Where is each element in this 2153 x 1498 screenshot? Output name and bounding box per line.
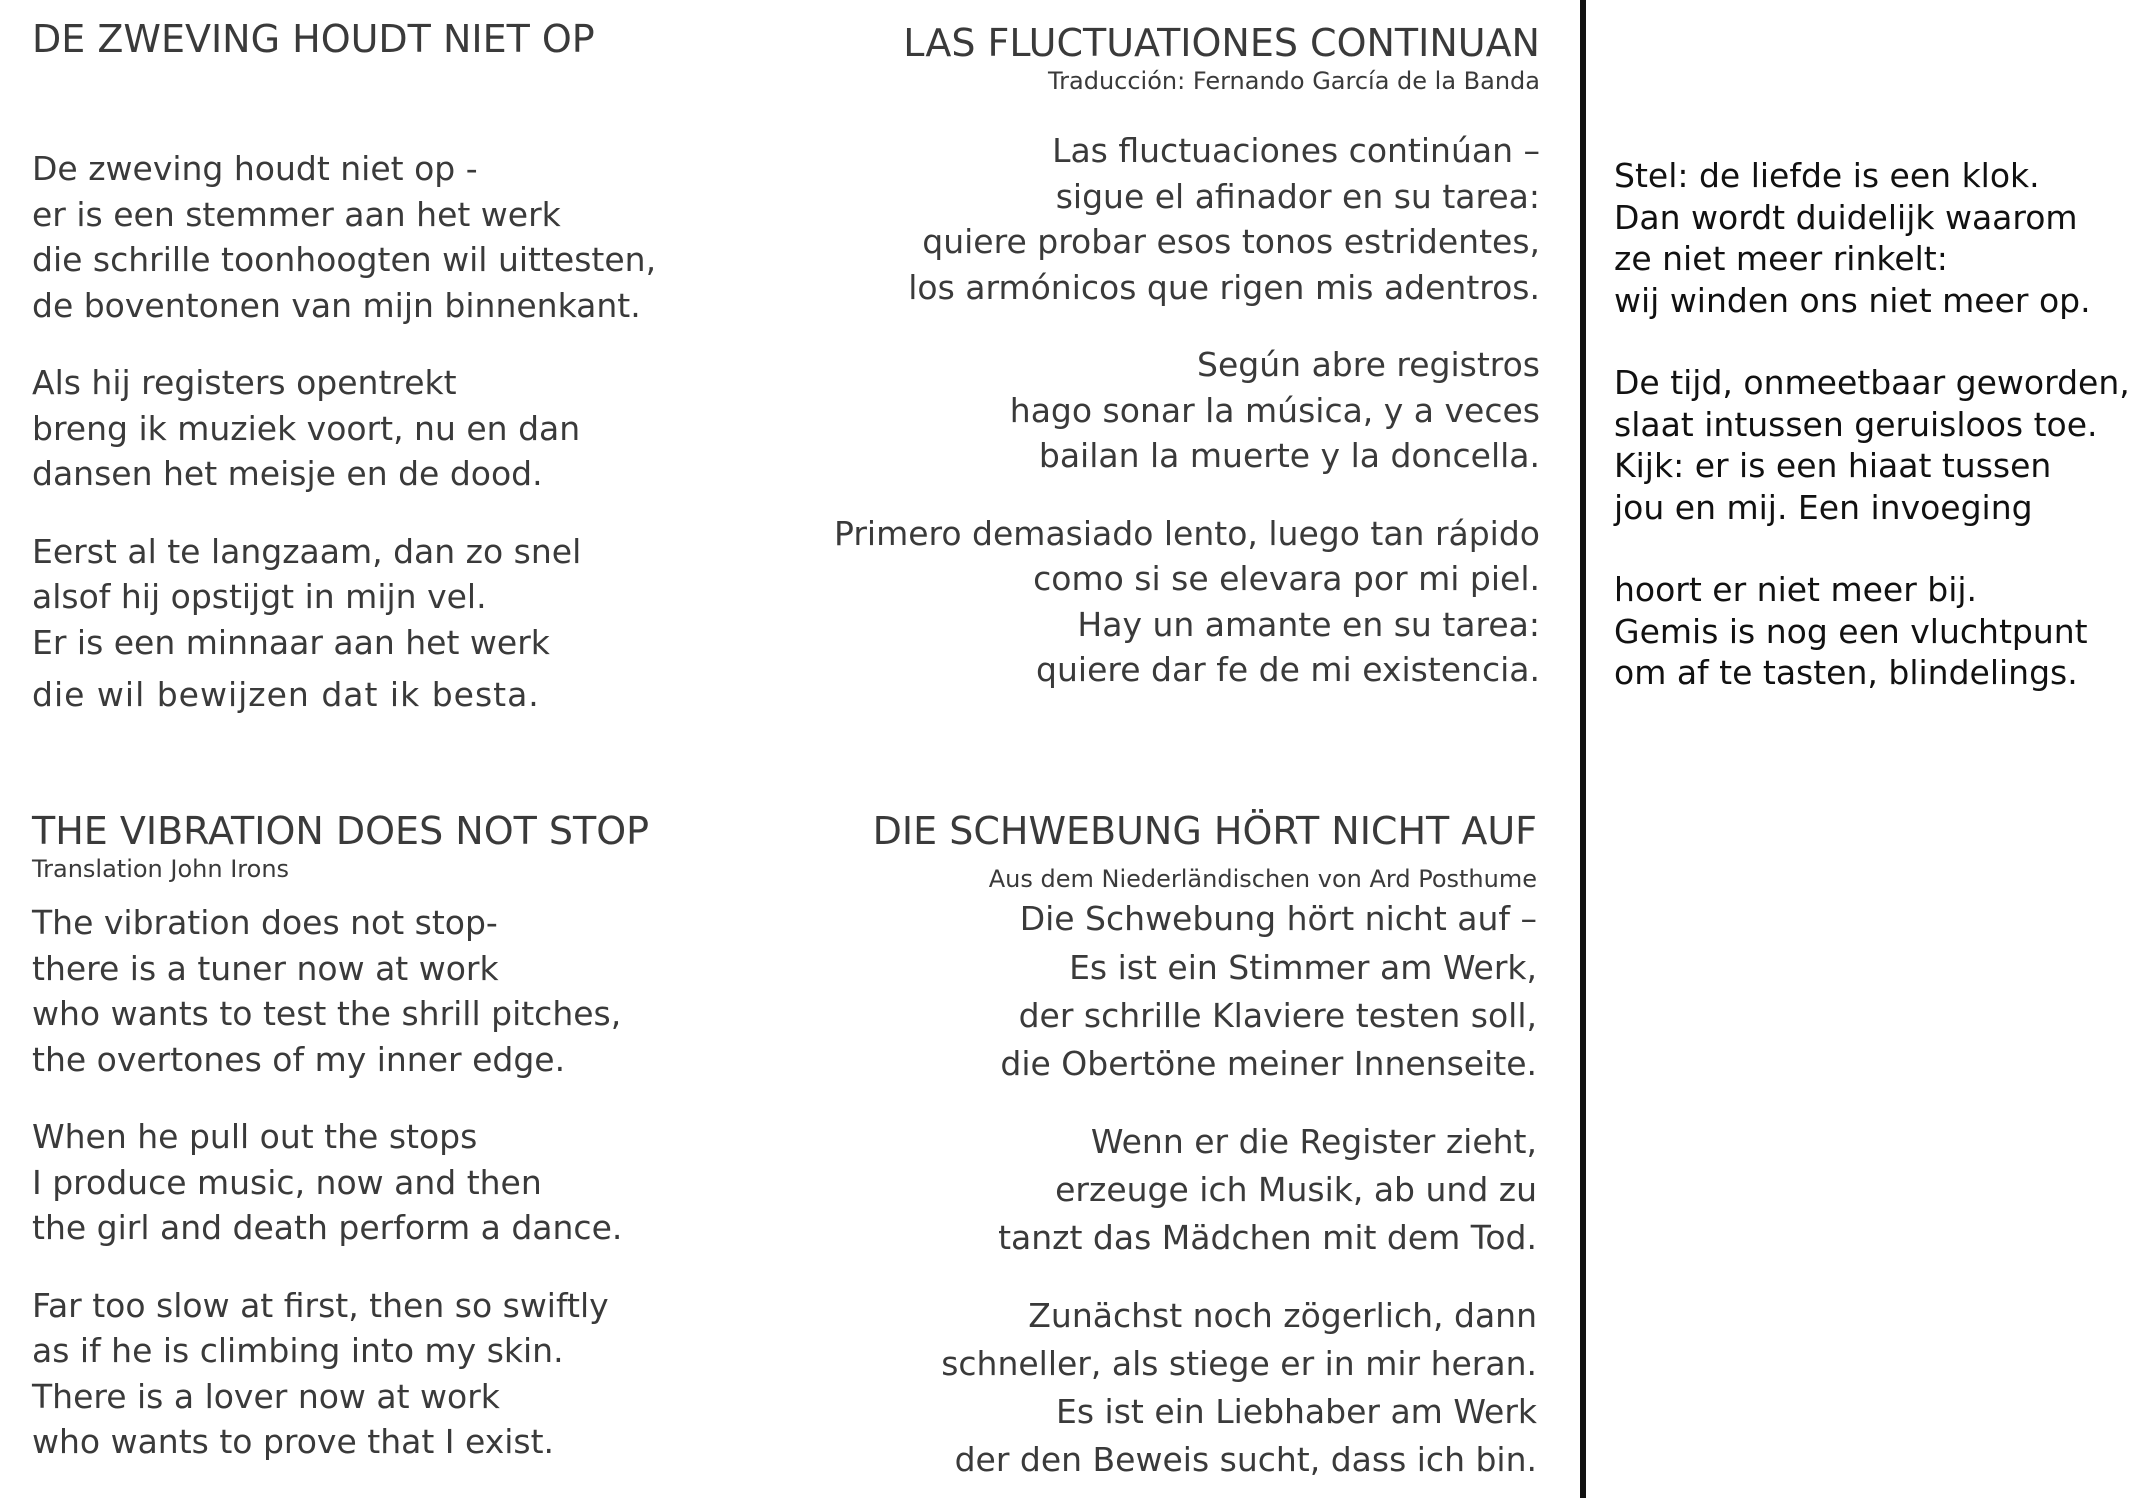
verse-line: Es ist ein Stimmer am Werk, bbox=[1069, 948, 1537, 987]
verse-line: Eerst al te langzaam, dan zo snel bbox=[32, 531, 582, 571]
stanza bbox=[1614, 155, 2130, 321]
verse-line: de boventonen van mijn binnenkant. bbox=[32, 285, 641, 325]
verse-line: Según abre registros bbox=[1197, 345, 1540, 384]
verse-line: er is een stemmer aan het werk bbox=[32, 194, 561, 234]
translator-credit: Translation John Irons bbox=[32, 855, 290, 883]
verse-line: Zunächst noch zögerlich, dann bbox=[1028, 1296, 1537, 1335]
verse-line: los armónicos que rigen mis adentros. bbox=[908, 267, 1540, 307]
poem-dutch bbox=[32, 16, 656, 725]
stanza bbox=[32, 360, 656, 497]
stanza bbox=[1614, 569, 2130, 694]
verse-line: der den Beweis sucht, dass ich bin. bbox=[954, 1440, 1537, 1479]
verse-line: breng ik muziek voort, nu en dan bbox=[32, 408, 581, 448]
verse-line: Wenn er die Register zieht, bbox=[1090, 1122, 1537, 1161]
verse-line: When he pull out the stops bbox=[32, 1117, 478, 1156]
verse-line: wij winden ons niet meer op. bbox=[1614, 280, 2091, 320]
verse-line: Es ist ein Liebhaber am Werk bbox=[1056, 1392, 1537, 1431]
stanza bbox=[834, 342, 1540, 479]
verse-line: Hay un amante en su tarea: bbox=[1077, 604, 1540, 644]
translator-credit: Traducción: Fernando García de la Banda bbox=[1048, 67, 1540, 95]
poem-title-german: DIE SCHWEBUNG HÖRT NICHT AUF bbox=[872, 809, 1537, 853]
verse-line: tanzt das Mädchen mit dem Tod. bbox=[998, 1218, 1537, 1257]
stanza bbox=[873, 894, 1537, 1088]
verse-line: Kijk: er is een hiaat tussen bbox=[1614, 446, 2052, 485]
verse-line: Dan wordt duidelijk waarom bbox=[1614, 197, 2078, 237]
poem-german bbox=[873, 808, 1537, 1484]
verse-line: Far too slow at first, then so swiftly bbox=[32, 1285, 609, 1325]
verse-line: as if he is climbing into my skin. bbox=[32, 1331, 564, 1370]
poem-english bbox=[32, 808, 649, 1465]
poem-title-spanish: LAS FLUCTUATIONES CONTINUAN bbox=[903, 21, 1540, 65]
verse-line: Primero demasiado lento, luego tan rápido bbox=[834, 513, 1540, 553]
poem-title-english: THE VIBRATION DOES NOT STOP bbox=[32, 809, 650, 853]
verse-line: De zweving houdt niet op - bbox=[32, 149, 478, 188]
stanza bbox=[32, 1283, 649, 1465]
verse-line: hoort er niet meer bij. bbox=[1614, 570, 1978, 609]
verse-line: der schrille Klaviere testen soll, bbox=[1018, 996, 1537, 1035]
verse-line: dansen het meisje en de dood. bbox=[32, 454, 543, 493]
verse-line: hago sonar la música, y a veces bbox=[1009, 390, 1540, 430]
stanza bbox=[1614, 362, 2130, 528]
stanza bbox=[32, 900, 649, 1082]
verse-line: De tijd, onmeetbaar geworden, bbox=[1614, 363, 2130, 402]
verse-line: slaat intussen geruisloos toe. bbox=[1614, 404, 2098, 444]
verse-line: como si se elevara por mi piel. bbox=[1033, 559, 1540, 598]
stanza bbox=[873, 1118, 1537, 1262]
verse-line: schneller, als stiege er in mir heran. bbox=[941, 1344, 1537, 1383]
verse-line: Las fluctuaciones continúan – bbox=[1052, 131, 1540, 170]
stanza bbox=[32, 146, 656, 328]
stanza bbox=[32, 1114, 649, 1251]
verse-line: who wants to test the shrill pitches, bbox=[32, 994, 622, 1033]
stanza bbox=[834, 128, 1540, 310]
verse-line: ze niet meer rinkelt: bbox=[1614, 239, 1948, 278]
verse-line: sigue el afinador en su tarea: bbox=[1055, 176, 1540, 216]
verse-line: die Obertöne meiner Innenseite. bbox=[1000, 1044, 1537, 1083]
verse-line: who wants to prove that I exist. bbox=[32, 1422, 555, 1461]
poem-spanish bbox=[834, 20, 1540, 693]
verse-line: Stel: de liefde is een klok. bbox=[1614, 156, 2040, 195]
stanza bbox=[32, 529, 656, 726]
verse-line: The vibration does not stop- bbox=[32, 903, 498, 942]
sidebar-poem bbox=[1614, 155, 2130, 694]
verse-line: Die Schwebung hört nicht auf – bbox=[1019, 899, 1537, 938]
verse-line: quiere dar fe de mi existencia. bbox=[1036, 650, 1540, 689]
verse-line: om af te tasten, blindelings. bbox=[1614, 653, 2078, 692]
verse-line: die schrille toonhoogten wil uittesten, bbox=[32, 240, 657, 279]
verse-line: alsof hij opstijgt in mijn vel. bbox=[32, 577, 487, 616]
verse-line: bailan la muerte y la doncella. bbox=[1038, 436, 1540, 475]
verse-line: Als hij registers opentrekt bbox=[32, 363, 457, 402]
verse-line: die wil bewijzen dat ik besta. bbox=[32, 675, 540, 714]
verse-line: erzeuge ich Musik, ab und zu bbox=[1055, 1170, 1537, 1209]
verse-line: There is a lover now at work bbox=[32, 1376, 500, 1416]
translator-credit: Aus dem Niederländischen von Ard Posthume bbox=[988, 865, 1537, 893]
verse-line: the overtones of my inner edge. bbox=[32, 1039, 566, 1079]
verse-line: I produce music, now and then bbox=[32, 1162, 542, 1202]
verse-line: there is a tuner now at work bbox=[32, 948, 499, 988]
verse-line: Gemis is nog een vluchtpunt bbox=[1614, 611, 2088, 651]
stanza bbox=[834, 511, 1540, 693]
poem-title-dutch: DE ZWEVING HOUDT NIET OP bbox=[32, 17, 595, 61]
vertical-divider bbox=[1580, 0, 1586, 1498]
verse-line: jou en mij. Een invoeging bbox=[1614, 487, 2033, 527]
stanza bbox=[873, 1292, 1537, 1484]
verse-line: the girl and death perform a dance. bbox=[32, 1208, 623, 1247]
verse-line: Er is een minnaar aan het werk bbox=[32, 622, 550, 662]
verse-line: quiere probar esos tonos estridentes, bbox=[922, 222, 1540, 261]
